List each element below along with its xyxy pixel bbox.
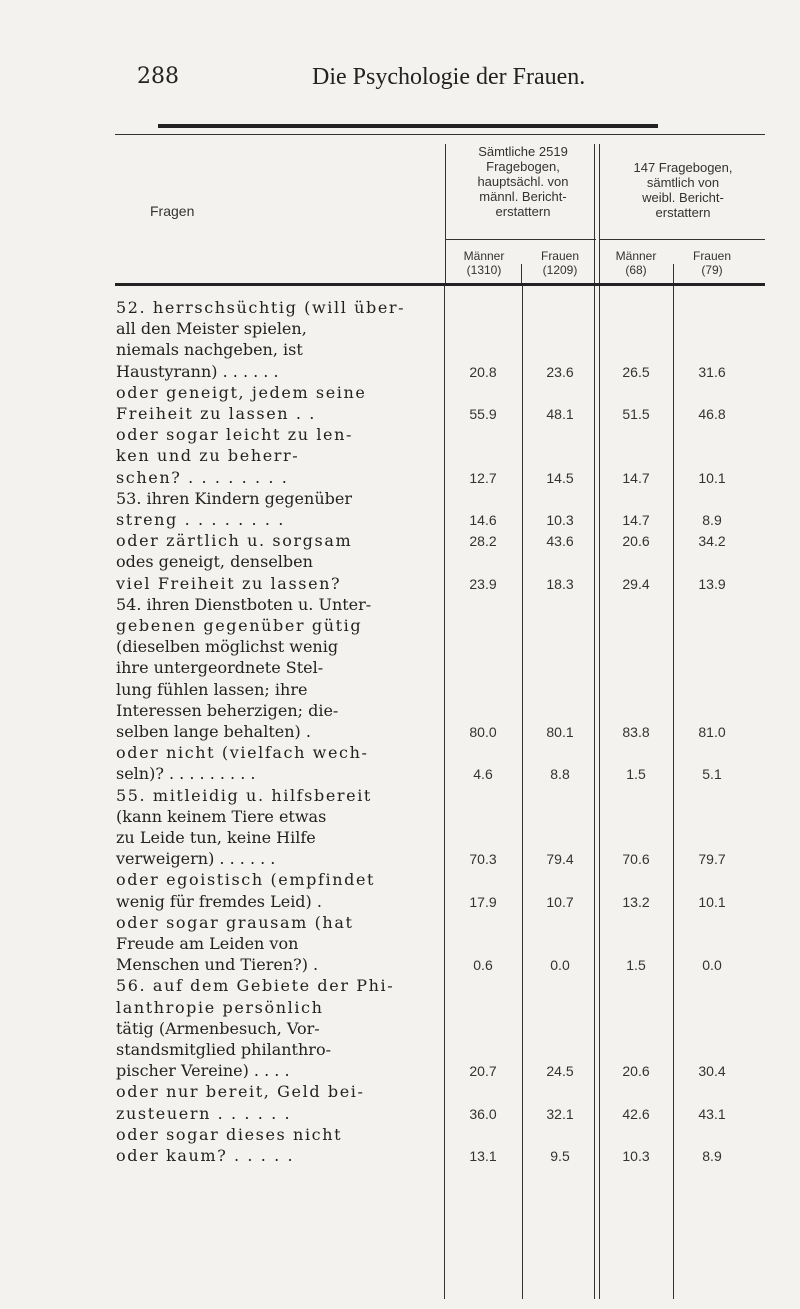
subheader-label: Frauen [692, 249, 732, 263]
column-header-fragen: Fragen [150, 203, 195, 219]
header-line: männl. Bericht- [479, 189, 567, 204]
value-cell-maenner-68: 20.6 [622, 1063, 650, 1080]
value-cell-maenner-68: 83.8 [622, 724, 650, 740]
value-cell-maenner-68: 70.6 [622, 851, 650, 868]
question-line: oder sogar leicht zu len- [116, 425, 354, 445]
question-line: zusteuern . . . . . . [116, 1103, 292, 1123]
subheader-maenner-68 [598, 249, 674, 277]
value-cell-maenner-68: 51.5 [622, 406, 650, 422]
question-line: oder egoistisch (empfindet [116, 870, 376, 890]
value-cell-frauen-1209: 14.5 [546, 469, 574, 486]
subheader-count: (1209) [542, 263, 578, 277]
question-line: odes geneigt, denselben [116, 552, 313, 572]
value-cell-frauen-79: 30.4 [698, 1063, 726, 1080]
value-cell-maenner-1310: 20.8 [469, 363, 497, 380]
value-cell-frauen-79: 0.0 [702, 957, 722, 974]
header-bottom-rule [115, 283, 765, 286]
question-line: 55. mitleidig u. hilfsbereit [116, 785, 372, 805]
value-cell-frauen-1209: 0.0 [550, 957, 570, 974]
question-line: pischer Vereine) . . . . [116, 1061, 290, 1081]
question-line: oder zärtlich u. sorgsam [116, 531, 353, 551]
column-divider [600, 239, 765, 240]
question-line: Haustyrann) . . . . . . [116, 361, 279, 381]
column-divider [594, 144, 600, 283]
header-line: erstattern [495, 204, 551, 219]
subheader-label: Männer [615, 249, 657, 263]
question-line: (dieselben möglichst wenig [116, 637, 339, 657]
subheader-count: (1310) [466, 263, 502, 277]
value-cell-maenner-1310: 14.6 [469, 512, 497, 528]
header-line: sämtlich von [646, 175, 720, 190]
value-cell-frauen-79: 10.1 [698, 469, 726, 486]
value-cell-frauen-79: 10.1 [698, 893, 726, 910]
value-cell-frauen-1209: 79.4 [546, 851, 574, 868]
question-line: lung fühlen lassen; ihre [116, 679, 308, 699]
value-cell-maenner-1310: 36.0 [469, 1105, 497, 1122]
value-cell-frauen-1209: 18.3 [546, 575, 574, 592]
value-cell-maenner-1310: 20.7 [469, 1063, 497, 1080]
question-line: oder sogar grausam (hat [116, 912, 354, 932]
question-line: streng . . . . . . . . [116, 510, 285, 529]
question-line: (kann keinem Tiere etwas [116, 806, 327, 826]
value-cell-frauen-1209: 10.7 [546, 893, 574, 910]
question-line: Freude am Leiden von [116, 934, 299, 953]
subheader-maenner-1310 [446, 249, 522, 277]
question-line: oder nur bereit, Geld bei- [116, 1082, 365, 1102]
value-cell-maenner-68: 10.3 [622, 1148, 650, 1164]
question-line: lanthropie persönlich [116, 997, 324, 1017]
question-line: viel Freiheit zu lassen? [116, 573, 342, 593]
subheader-count: (79) [701, 263, 723, 277]
value-cell-maenner-1310: 70.3 [469, 851, 497, 868]
header-line: weibl. Bericht- [642, 190, 724, 205]
question-line: schen? . . . . . . . . [116, 467, 289, 487]
question-line: wenig für fremdes Leid) . [116, 891, 322, 911]
value-cell-frauen-1209: 23.6 [546, 363, 574, 380]
value-cell-maenner-1310: 17.9 [469, 893, 497, 910]
subheader-label: Frauen [540, 249, 580, 263]
value-cell-frauen-1209: 10.3 [546, 512, 574, 528]
question-line: 56. auf dem Gebiete der Phi- [116, 976, 395, 996]
question-line: 52. herrschsüchtig (will über- [116, 298, 406, 317]
column-divider [673, 264, 674, 283]
value-cell-maenner-68: 29.4 [622, 575, 650, 592]
header-line: 147 Fragebogen, [633, 160, 733, 175]
value-cell-maenner-1310: 28.2 [469, 533, 497, 550]
value-cell-maenner-1310: 23.9 [469, 575, 497, 592]
value-cell-frauen-1209: 24.5 [546, 1063, 574, 1080]
question-line: oder sogar dieses nicht [116, 1124, 343, 1144]
value-cell-frauen-1209: 80.1 [546, 724, 574, 740]
value-cell-frauen-79: 8.9 [702, 1148, 722, 1164]
question-line: selben lange behalten) . [116, 722, 311, 741]
value-cell-frauen-79: 81.0 [698, 724, 726, 740]
value-cell-maenner-68: 13.2 [622, 893, 650, 910]
value-cell-maenner-68: 26.5 [622, 363, 650, 380]
question-line: verweigern) . . . . . . [116, 849, 276, 869]
value-cell-frauen-1209: 32.1 [546, 1105, 574, 1122]
header-line: Fragebogen, [486, 159, 560, 174]
value-cell-frauen-79: 34.2 [698, 533, 726, 550]
column-divider [446, 239, 596, 240]
subheader-label: Männer [463, 249, 505, 263]
question-line: standsmitglied philanthro- [116, 1040, 331, 1059]
column-divider [444, 286, 445, 1299]
value-cell-frauen-79: 46.8 [698, 406, 726, 422]
subheader-frauen-1209 [522, 249, 598, 277]
header-line: erstattern [655, 205, 711, 220]
question-line: 54. ihren Dienstboten u. Unter- [116, 594, 372, 614]
column-divider [521, 264, 522, 283]
question-line: oder geneigt, jedem seine [116, 382, 367, 402]
question-line: Menschen und Tieren?) . [116, 955, 319, 975]
running-title: Die Psychologie der Frauen. [312, 64, 586, 90]
value-cell-frauen-1209: 43.6 [546, 533, 574, 550]
value-cell-frauen-79: 5.1 [702, 766, 722, 783]
page-number: 288 [137, 64, 179, 89]
value-cell-maenner-1310: 4.6 [473, 766, 493, 783]
question-line: oder nicht (vielfach wech- [116, 743, 369, 763]
question-line: Interessen beherzigen; die- [116, 700, 339, 720]
question-line: gebenen gegenüber gütig [116, 616, 363, 635]
value-cell-maenner-68: 14.7 [622, 469, 650, 486]
column-group-header-male-reporters [448, 144, 598, 219]
value-cell-maenner-68: 42.6 [622, 1105, 650, 1122]
value-cell-frauen-79: 79.7 [698, 851, 726, 868]
question-line: seln)? . . . . . . . . . [116, 764, 256, 784]
value-cell-frauen-1209: 48.1 [546, 406, 574, 422]
value-cell-frauen-1209: 8.8 [550, 766, 570, 783]
question-line: Freiheit zu lassen . . [116, 404, 316, 423]
column-divider [445, 144, 446, 283]
subheader-count: (68) [625, 263, 647, 277]
subheader-frauen-79 [674, 249, 750, 277]
question-line: oder kaum? . . . . . [116, 1146, 295, 1165]
column-divider [673, 286, 674, 1299]
value-cell-maenner-68: 1.5 [626, 957, 646, 974]
value-cell-maenner-68: 1.5 [626, 766, 646, 783]
value-cell-frauen-79: 31.6 [698, 363, 726, 380]
value-cell-maenner-1310: 13.1 [469, 1148, 497, 1164]
question-line: niemals nachgeben, ist [116, 340, 303, 360]
table-top-thin-rule [115, 134, 765, 135]
value-cell-frauen-79: 8.9 [702, 512, 722, 528]
question-line: ken und zu beherr- [116, 446, 300, 466]
table-top-rule [158, 124, 658, 128]
header-line: hauptsächl. von [477, 174, 569, 189]
column-group-header-female-reporters [598, 160, 768, 220]
question-line: all den Meister spielen, [116, 319, 307, 339]
value-cell-frauen-79: 43.1 [698, 1105, 726, 1122]
question-line: tätig (Armenbesuch, Vor- [116, 1018, 320, 1038]
value-cell-maenner-1310: 80.0 [469, 724, 497, 740]
question-line: ihre untergeordnete Stel- [116, 658, 324, 678]
value-cell-maenner-1310: 0.6 [473, 957, 493, 974]
value-cell-frauen-1209: 9.5 [550, 1148, 570, 1164]
value-cell-maenner-68: 20.6 [622, 533, 650, 550]
question-line: 53. ihren Kindern gegenüber [116, 488, 352, 508]
value-cell-maenner-1310: 12.7 [469, 469, 497, 486]
value-cell-maenner-68: 14.7 [622, 512, 650, 528]
question-line: zu Leide tun, keine Hilfe [116, 828, 316, 847]
header-line: Sämtliche 2519 [478, 144, 568, 159]
value-cell-maenner-1310: 55.9 [469, 406, 497, 422]
value-cell-frauen-79: 13.9 [698, 575, 726, 592]
